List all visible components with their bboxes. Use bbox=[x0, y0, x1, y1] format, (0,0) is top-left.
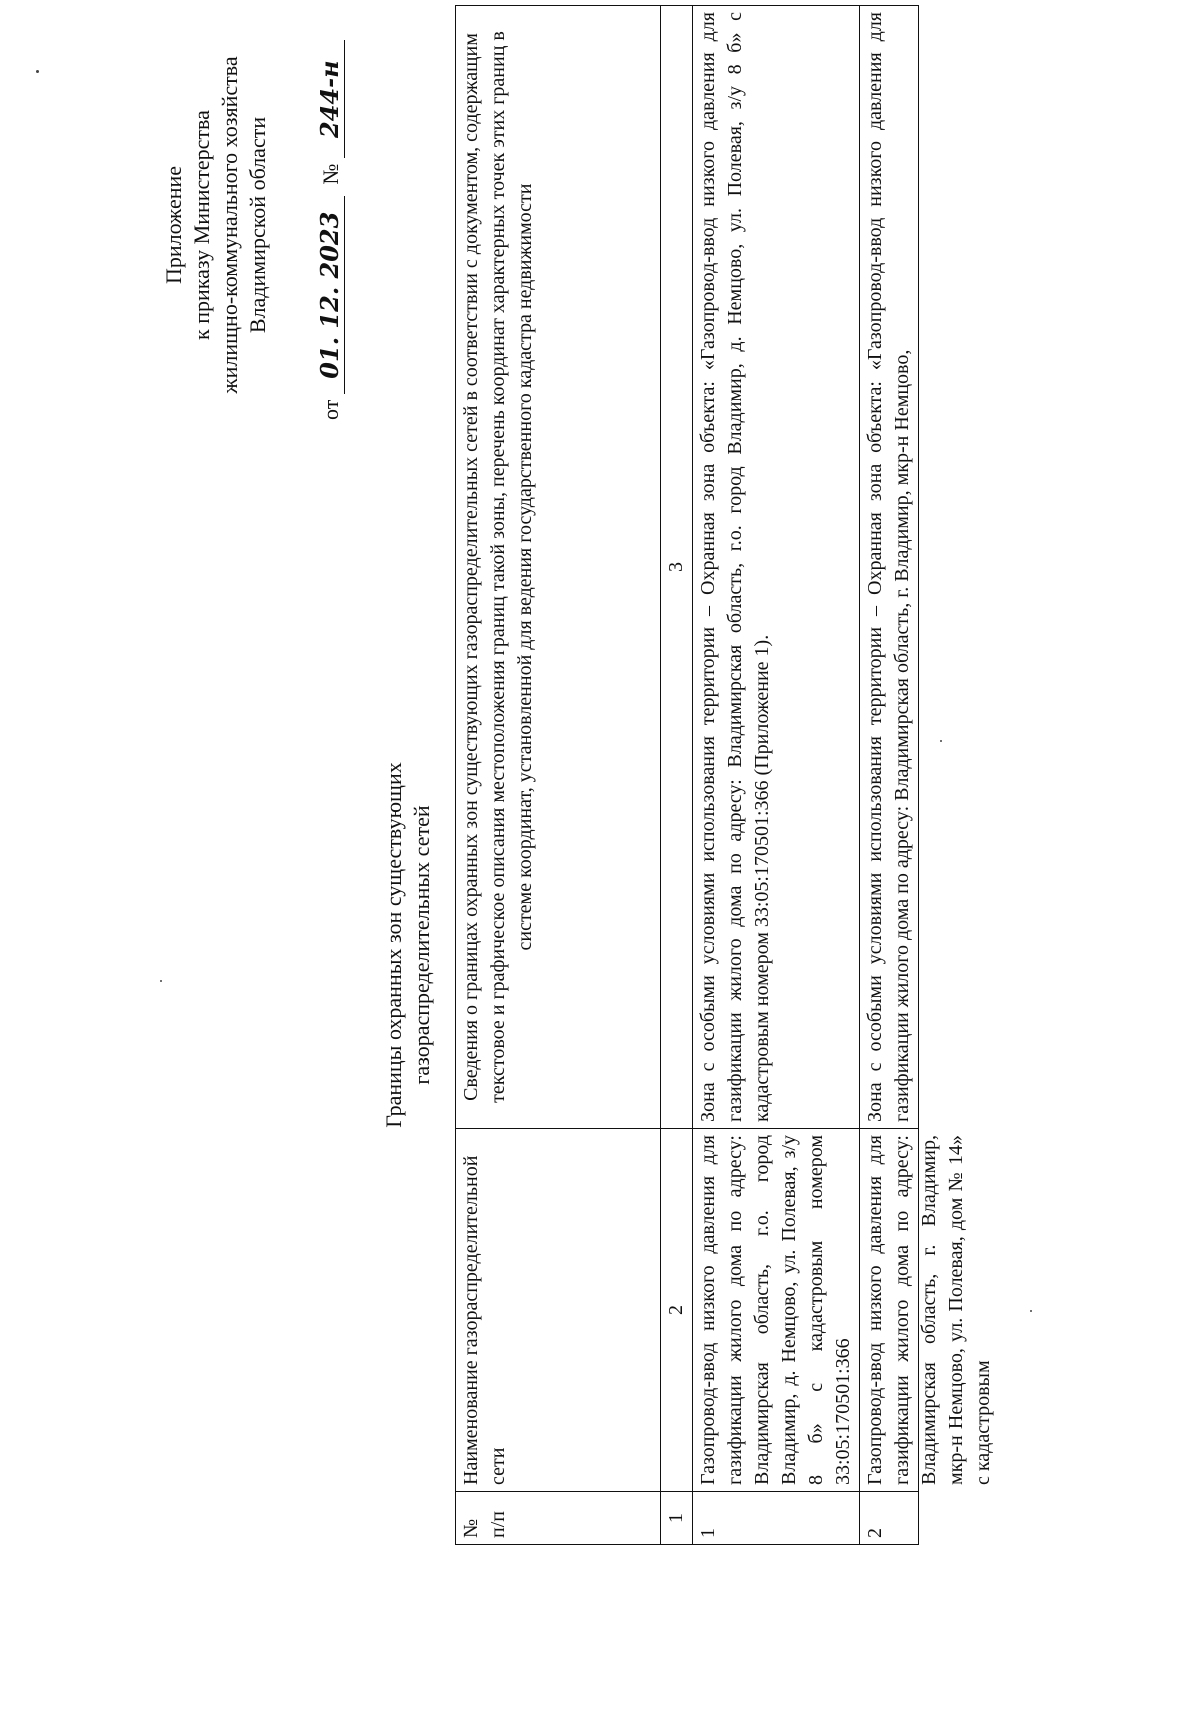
approval-line-4: Владимирской области bbox=[245, 116, 270, 334]
order-date: 01. 12. 2023 bbox=[315, 211, 344, 379]
header-col-name: Наименование газораспределительной сети bbox=[456, 1129, 661, 1492]
table-row bbox=[860, 6, 919, 1545]
rotated-page bbox=[25, 12, 1165, 1665]
zone-info bbox=[860, 6, 919, 1129]
title-line-2: газораспределительных сетей bbox=[409, 805, 434, 1085]
header-col-number: № п/п bbox=[456, 1492, 661, 1545]
document-title bbox=[380, 585, 436, 1305]
header-col-info: Сведения о границах охранных зон существующих газораспределительных сетей в соответствии с документом, содержащим текстовое и графическое описания местоположения границ такой зоны, перечень координат характерных точек этих границ в системе координат, установленной для ведения государственного кадастра недвижимости bbox=[456, 6, 661, 1129]
column-numbers-row bbox=[661, 6, 693, 1545]
table-header-row bbox=[456, 6, 661, 1545]
scan-speck bbox=[160, 980, 162, 982]
order-prefix: от bbox=[318, 399, 343, 420]
order-number-field bbox=[315, 40, 345, 158]
zone-info: Зона с особыми условиями использования территории – Охранная зона объекта: «Газопровод-ввод низкого давления для газификации жилого дома по адресу: Владимирская область, г.о. город Владимир, д. Немцово, ул. Полевая, з/у 8 б» с кадастровым номером 33:05:170501:366 (Приложение 1). bbox=[693, 6, 860, 1129]
row-number: 1 bbox=[693, 1492, 860, 1545]
scan-speck bbox=[1030, 1310, 1032, 1312]
table-row bbox=[693, 6, 860, 1545]
scan-speck bbox=[36, 70, 39, 73]
row-number: 2 bbox=[860, 1492, 919, 1545]
column-number-3: 3 bbox=[661, 6, 693, 1129]
order-number: 244-н bbox=[315, 60, 344, 138]
column-number-2: 2 bbox=[661, 1129, 693, 1492]
column-number-1: 1 bbox=[661, 1492, 693, 1545]
approval-line-1: Приложение bbox=[161, 165, 186, 285]
network-name bbox=[860, 1129, 994, 1492]
network-name: Газопровод-ввод низкого давления для газификации жилого дома по адресу: Владимирская область, г.о. город Владимир, д. Немцово, ул. Полевая, з/у 8 б» с кадастровым номером 33:05:170501:366 bbox=[693, 1129, 860, 1492]
order-date-field bbox=[315, 196, 345, 394]
approval-line-3: жилищно-коммунального хозяйства bbox=[217, 56, 242, 394]
approval-line-2: к приказу Министерства bbox=[189, 110, 214, 340]
title-line-1: Границы охранных зон существующих bbox=[381, 762, 406, 1128]
approval-block bbox=[160, 15, 272, 435]
order-reference bbox=[315, 0, 345, 420]
network-name-text: Газопровод-ввод низкого давления для газификации жилого дома по адресу: Владимирская область, г. Владимир, мкр-н Немцово, ул. Полевая, дом № 14» с кадастровым bbox=[864, 1135, 994, 1485]
order-number-label: № bbox=[318, 163, 343, 185]
zone-info-text: Зона с особыми условиями использования территории – Охранная зона объекта: «Газопровод-ввод низкого давления для газификации жилого дома по адресу: Владимирская область, г. Владимир, мкр-н Немцово, bbox=[864, 12, 913, 1122]
zones-table bbox=[455, 5, 994, 1545]
scan-speck bbox=[940, 740, 942, 742]
